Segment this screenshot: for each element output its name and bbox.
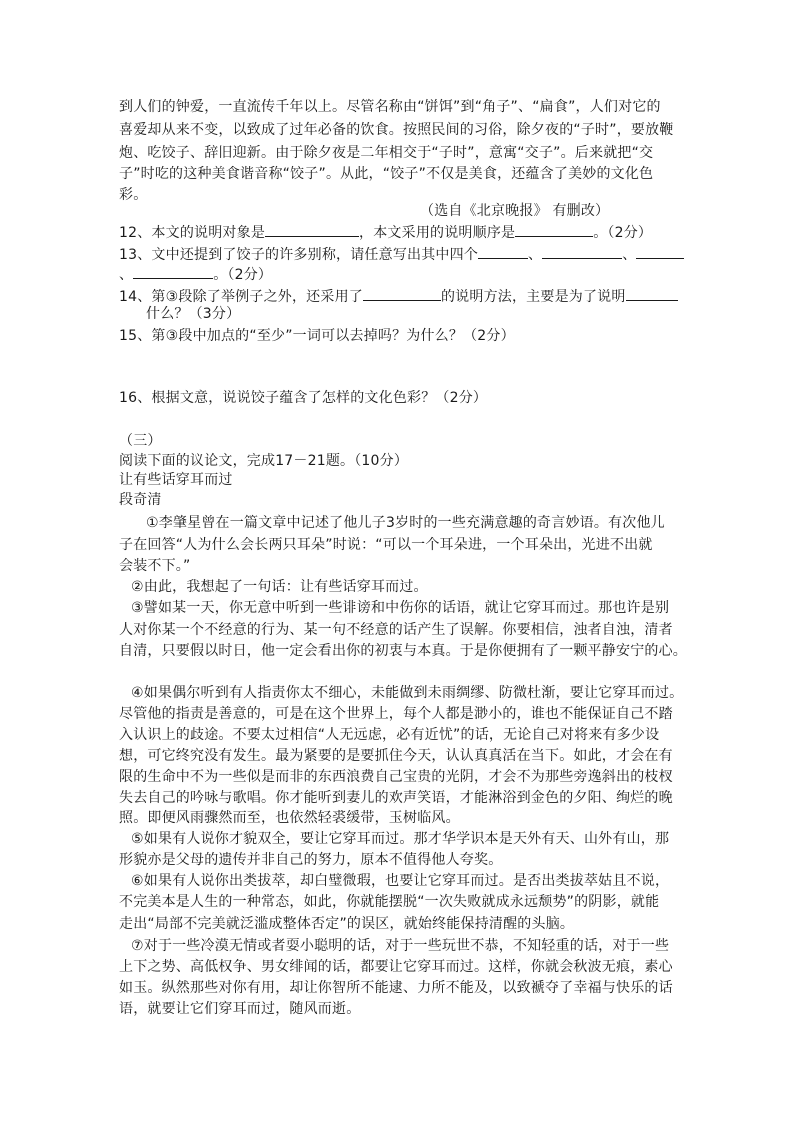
q13-sep: 、 [119, 267, 134, 283]
essay-paragraph-6: 走出“局部不完美就泛滥成整体否定”的误区，就始终能保持清醒的头脑。 [119, 916, 575, 932]
q13-blank-1[interactable] [478, 244, 528, 259]
essay-paragraph-3: 人对你某一个不经意的行为、某一句不经意的话产生了误解。你要相信，浊者自浊，清者 [119, 622, 673, 638]
passage-line: 炮、吃饺子、辞旧迎新。由于除夕夜是二年相交于“子时”，意寓“交子”。后来就把“交 [119, 145, 654, 161]
q13-sep: 、 [622, 247, 637, 263]
essay-paragraph-6: 不完美本是人生的一种常态，如此，你就能摆脱“一次失败就成永远颓势”的阴影，就能 [119, 894, 660, 910]
essay-paragraph-7: ⑦对于一些冷漠无情或者耍小聪明的话，对于一些玩世不恭，不知轻重的话，对于一些 [131, 938, 670, 954]
q14-text-b: 的说明方法，主要是为了说明 [440, 289, 626, 305]
question-13 [119, 244, 684, 265]
essay-paragraph-3: 自清，只要假以时日，他一定会看出你的初衷与本真。于是你便拥有了一颗平静安宁的心。 [119, 643, 687, 659]
essay-paragraph-1: 子在回答“人为什么会长两只耳朵”时说：“可以一个耳朵进，一个耳朵出，光进不出就 [119, 537, 653, 553]
q13-text-b: 。（2分） [213, 267, 273, 283]
q14-text-a: 14、第③段除了举例子之外，还采用了 [119, 289, 363, 305]
essay-paragraph-1: 会装不下。” [119, 558, 191, 574]
essay-paragraph-4: 想，可它终究没有发生。最为紧要的是要抓住今天，认认真真活在当下。如此，才会在有 [119, 748, 673, 764]
q12-text-a: 12、本文的说明对象是 [119, 225, 266, 241]
passage-line: 喜爱却从来不变，以致成了过年必备的饮食。按照民间的习俗，除夕夜的“子时”，要放鞭 [119, 122, 674, 138]
question-12 [119, 222, 652, 243]
q14-blank-1[interactable] [363, 286, 441, 301]
essay-paragraph-5: ⑤如果有人说你才貌双全，要让它穿耳而过。那才华学识本是天外有天、山外有山，那 [131, 831, 670, 847]
essay-paragraph-4: 入认识上的歧途。不要太过相信“人无远虑，必有近忧”的话，无论自己对将来有多少设 [119, 727, 660, 743]
essay-paragraph-2: ②由此，我想起了一句话：让有些话穿耳而过。 [131, 579, 428, 595]
source-citation: （选自《北京晚报》 有删改） [420, 203, 610, 219]
q13-blank-3[interactable] [636, 244, 684, 259]
essay-paragraph-4: 尽管他的指责是善意的，可是在这个世界上，每个人都是渺小的，谁也不能保证自己不踏 [119, 706, 673, 722]
q13-text-a: 13、文中还提到了饺子的许多别称，请任意写出其中四个 [119, 247, 479, 263]
passage-line: 彩。 [119, 187, 148, 203]
essay-paragraph-1: ①李肇星曾在一篇文章中记述了他儿子3岁时的一些充满意趣的奇言妙语。有次他儿 [146, 515, 665, 531]
essay-paragraph-7: 如玉。纵然那些对你有用，却让你智所不能逮、力所不能及，以致褫夺了幸福与快乐的话 [119, 980, 673, 996]
question-14-cont: 什么？（3分） [146, 306, 241, 322]
essay-paragraph-5: 形貌亦是父母的遗传并非自己的努力，原本不值得他人夸奖。 [119, 852, 503, 868]
essay-paragraph-7: 语，就要让它们穿耳而过，随风而逝。 [119, 1001, 361, 1017]
essay-title: 让有些话穿耳而过 [119, 472, 233, 488]
essay-paragraph-4: 照。即便风雨骤然而至，也依然轻裘缓带，玉树临风。 [119, 810, 460, 826]
q13-blank-2[interactable] [542, 244, 622, 259]
section-heading: （三） [119, 433, 162, 449]
q12-blank-1[interactable] [265, 222, 359, 237]
essay-paragraph-4: 限的生命中不为一些似是而非的东西浪费自己宝贵的光阴，才会不为那些旁逸斜出的枝杈 [119, 769, 673, 785]
question-16: 16、根据文意，说说饺子蕴含了怎样的文化色彩？（2分） [119, 390, 488, 406]
q12-text-b: ，本文采用的说明顺序是 [359, 225, 516, 241]
passage-line: 子”时吃的这种美食谐音称“饺子”。从此，“饺子”不仅是美食，还蕴含了美妙的文化色 [119, 166, 654, 182]
section-instruction: 阅读下面的议论文，完成17－21题。（10分） [119, 453, 409, 469]
question-13-cont [119, 264, 272, 285]
question-15: 15、第③段中加点的“至少”一词可以去掉吗？为什么？（2分） [119, 328, 515, 344]
essay-paragraph-4: 失去自己的吟咏与歌唱。你才能听到妻儿的欢声笑语，才能淋浴到金色的夕阳、绚烂的晚 [119, 790, 673, 806]
essay-paragraph-3: ③譬如某一天，你无意中听到一些诽谤和中伤你的话语，就让它穿耳而过。那也许是别 [131, 600, 670, 616]
essay-paragraph-7: 上下之势、高低权争、男女绯闻的话，都要让它穿耳而过。这样，你就会秋波无痕，素心 [119, 959, 673, 975]
q12-text-c: 。（2分） [593, 225, 653, 241]
essay-author: 段奇清 [119, 492, 162, 508]
passage-line: 到人们的钟爱，一直流传千年以上。尽管名称由“饼饵”到“角子”、“扁食”，人们对它的 [119, 99, 661, 115]
q14-blank-2[interactable] [626, 286, 678, 301]
q13-blank-4[interactable] [133, 264, 213, 279]
q13-sep: 、 [528, 247, 543, 263]
essay-paragraph-6: ⑥如果有人说你出类拔萃，却白璧微瑕，也要让它穿耳而过。是否出类拔萃姑且不说， [131, 873, 670, 889]
q12-blank-2[interactable] [515, 222, 593, 237]
essay-paragraph-4: ④如果偶尔听到有人指责你太不细心，未能做到未雨绸缪、防微杜渐，要让它穿耳而过。 [131, 685, 684, 701]
